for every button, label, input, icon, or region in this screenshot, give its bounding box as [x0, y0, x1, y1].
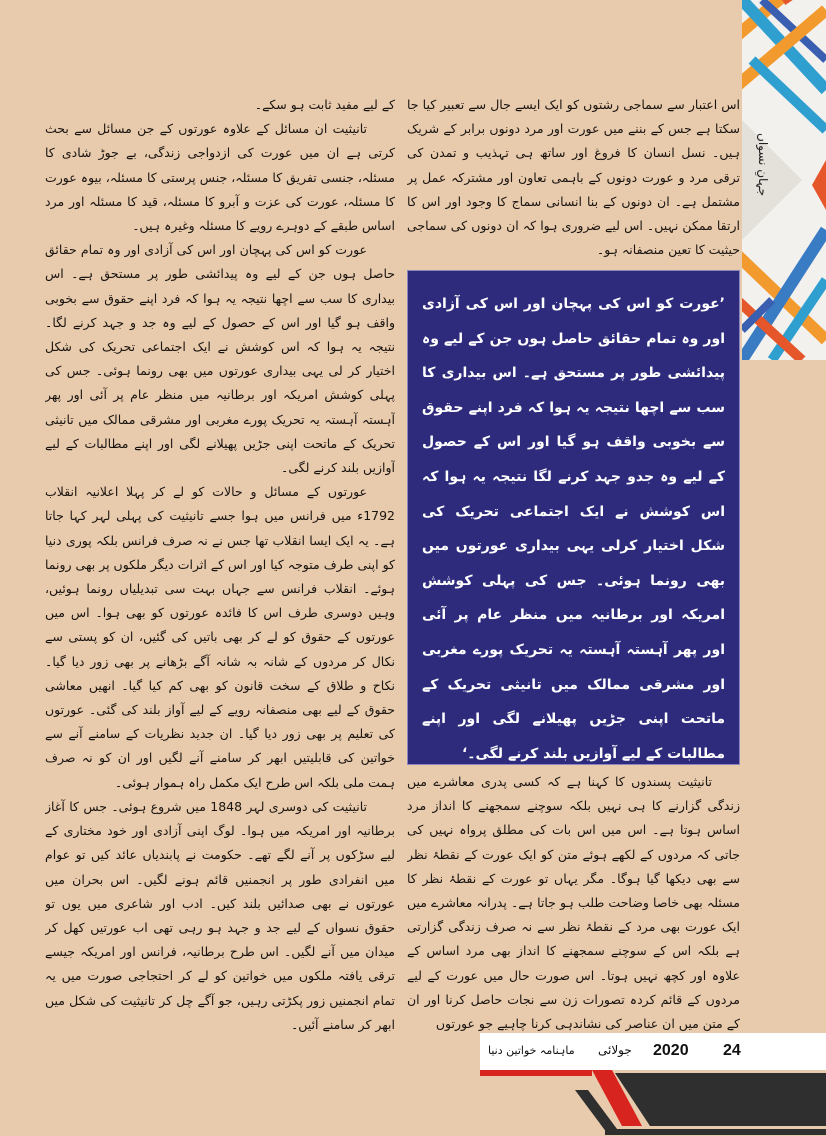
- paragraph: عورتوں کے مسائل و حالات کو لے کر پہلا اعلانیہ انقلاب 1792ء میں فرانس میں ہوا جسے تانیثیت کی پہلی لہر کہا جاتا ہے۔ یہ ایک ایسا انقلاب تھا جس نے نہ صرف فرانس بلکہ پوری دنیا کو اپنی طرف متوجہ کیا اور اس کے اثرات دیگر ملکوں پر بھی رونما ہوئے۔ انقلاب فرانس سے جہاں بہت سی تبدیلیاں رونما ہوئیں، وہیں دوسری طرف اس کا فائدہ عورتوں کو بھی ہوا۔ اس میں عورتوں کے حقوق کو لے کر بھی باتیں کی گئیں، ان کو پستی سے نکال کر مردوں کے شانہ بہ شانہ آگے بڑھانے پر بھی زور دیا گیا۔ نکاح و طلاق کے سخت قانون کو بھی کم کیا گیا۔ انھیں معاشی حقوق کے لیے بھی منصفانہ رویے کے لیے آواز بلند کی گئی۔ عورتوں کی تعلیم پر بھی زور دیا گیا۔ ان جدید نظریات کے سامنے آنے سے خواتین کی قابلیتیں ابھر کر سامنے آنے لگیں اور ان کو نہ صرف ہمت ملی بلکہ اس طرح ایک مکمل راہ ہموار ہوئی۔: [45, 484, 395, 790]
- issue-year: 2020: [653, 1042, 689, 1059]
- article-column-right-top: [407, 93, 740, 265]
- magazine-name: ماہنامہ خواتین دنیا: [488, 1044, 575, 1057]
- section-label: جہانِ نسواں: [756, 133, 770, 197]
- paragraph: کے لیے مفید ثابت ہو سکے۔: [254, 97, 395, 112]
- page-footer: [480, 1033, 826, 1136]
- article-column-right-bottom: [407, 770, 740, 1045]
- page-number: 24: [723, 1042, 741, 1059]
- paragraph: تانیثیت ان مسائل کے علاوہ عورتوں کے جن مسائل سے بحث کرتی ہے ان میں عورت کی ازدواجی زندگی، بے جوڑ شادی کا مسئلہ، جنسی تفریق کا مسئلہ، جنس پرستی کا مسئلہ، بیوہ عورت کا مسئلہ، عورت کی عزت و آبرو کا مسئلہ، قید کا مسئلہ اور مرد اساس طبقے کے دوہرے رویے کا مسئلہ وغیرہ ہیں۔: [45, 121, 395, 234]
- paragraph: تانیثیت پسندوں کا کہنا ہے کہ کسی پدری معاشرے میں زندگی گزارنے کا ہی نہیں بلکہ سوچنے سمجھنے کا انداز مرد اساس ہوتا ہے۔ اس میں اس بات کی مطلق پرواہ نہیں کی جاتی کہ مردوں کے لکھے ہوئے متن کو ایک عورت کے نقطۂ نظر سے بھی دیکھا گیا ہوگا۔ مگر یہاں تو عورت کے نقطۂ نظر کا مسئلہ بھی خاصا وضاحت طلب ہو جاتا ہے۔ پدرانہ معاشرے میں ایک عورت بھی مرد کے نقطۂ نظر سے نہ صرف زندگی گزارتی ہے بلکہ اس کے سوچنے سمجھنے کا انداز بھی مرد اساس کے علاوہ اور کچھ نہیں ہوتا۔ اس صورت حال میں عورت کے لیے مردوں کے قائم کردہ تصورات زن سے نجات حاصل کرنا اور ان کے متن میں ان عناصر کی نشاندہی کرنا چاہیے جو عورتوں: [407, 774, 740, 1032]
- pull-quote: ’عورت کو اس کی پہچان اور اس کی آزادی اور وہ تمام حقائق حاصل ہوں جن کے لیے وہ پیدائشی طور پر مستحق ہے۔ اس بیداری کا سب سے اچھا نتیجہ یہ ہوا کہ فرد اپنے حقوق سے بخوبی واقف ہو گیا اور اس کے حصول کے لیے وہ جدو جہد کرنے لگا نتیجہ یہ ہوا کہ اس کوشش نے ایک اجتماعی تحریک کی شکل اختیار کرلی یہی بیداری عورتوں میں بھی رونما ہوئی۔ جس کی پہلی کوشش امریکہ اور برطانیہ میں منظر عام پر آئی اور پھر آہستہ آہستہ یہ تحریک پورے مغربی اور مشرقی ممالک میں تانیثی تحریک کے ماتحت اپنی جڑیں پھیلانے لگی اور اپنے مطالبات کے لیے آوازیں بلند کرنے لگی۔‘: [407, 270, 740, 765]
- paragraph: اس اعتبار سے سماجی رشتوں کو ایک ایسے جال سے تعبیر کیا جا سکتا ہے جس کے بننے میں عورت اور مرد دونوں برابر کے شریک ہیں۔ نسل انسان کا فروغ اور ساتھ ہی تہذیب و تمدن کی ترقی مرد و عورت دونوں کے باہمی تعاون اور مشترکہ عمل پر مشتمل ہے۔ ان دونوں کے بنا انسانی سماج کا وجود اور اس کا ارتقا ممکن نہیں۔ اس لیے ضروری ہوا کہ ان دونوں کی سماجی حیثیت کا تعین منصفانہ ہو۔: [407, 97, 740, 258]
- issue-month: جولائی: [598, 1043, 632, 1057]
- paragraph: عورت کو اس کی پہچان اور اس کی آزادی اور وہ تمام حقائق حاصل ہوں جن کے لیے وہ پیدائشی طور پر مستحق ہے۔ اس بیداری کا سب سے اچھا نتیجہ یہ ہوا کہ فرد اپنے حقوق سے بخوبی واقف ہو گیا اور اس کے حصول کے لیے وہ جد و جہد کرنے لگا۔ نتیجہ یہ ہوا کہ اس کوشش نے ایک اجتماعی تحریک کی شکل اختیار کر لی یہی بیداری عورتوں میں بھی رونما ہوئی۔ جس کی پہلی کوشش امریکہ اور برطانیہ میں منظر عام پر آئی اور پھر آہستہ آہستہ یہ تحریک پورے مغربی اور مشرقی ممالک میں تانیثی تحریک کے ماتحت اپنی جڑیں پھیلانے لگی اور اپنے مطالبات کے لیے آوازیں بلند کرنے لگی۔: [45, 242, 395, 476]
- article-column-left: [45, 93, 395, 1053]
- paragraph: تانیثیت کی دوسری لہر 1848 میں شروع ہوئی۔ جس کا آغاز برطانیہ اور امریکہ میں ہوا۔ لوگ اپنی آزادی اور خود مختاری کے لیے سڑکوں پر آنے لگے تھے۔ حکومت نے پابندیاں عائد کیں تو عوام میں انفرادی طور پر انجمنیں قائم ہونے لگیں۔ اس بحران میں عورتوں نے بھی صدائیں بلند کیں۔ ادب اور شاعری میں یوں تو حقوق نسواں کے لیے جد و جہد ہو رہی تھی اب عورتیں کھل کر میدان میں آنے لگیں۔ اس طرح برطانیہ، فرانس اور امریکہ جیسے ترقی یافتہ ملکوں میں خواتین کو لے کر احتجاجی صورت میں یہ تمام انجمنیں زور پکڑتی رہیں، جو آگے چل کر تانیثیت کی شکل میں ابھر کر سامنے آئیں۔: [45, 798, 395, 1032]
